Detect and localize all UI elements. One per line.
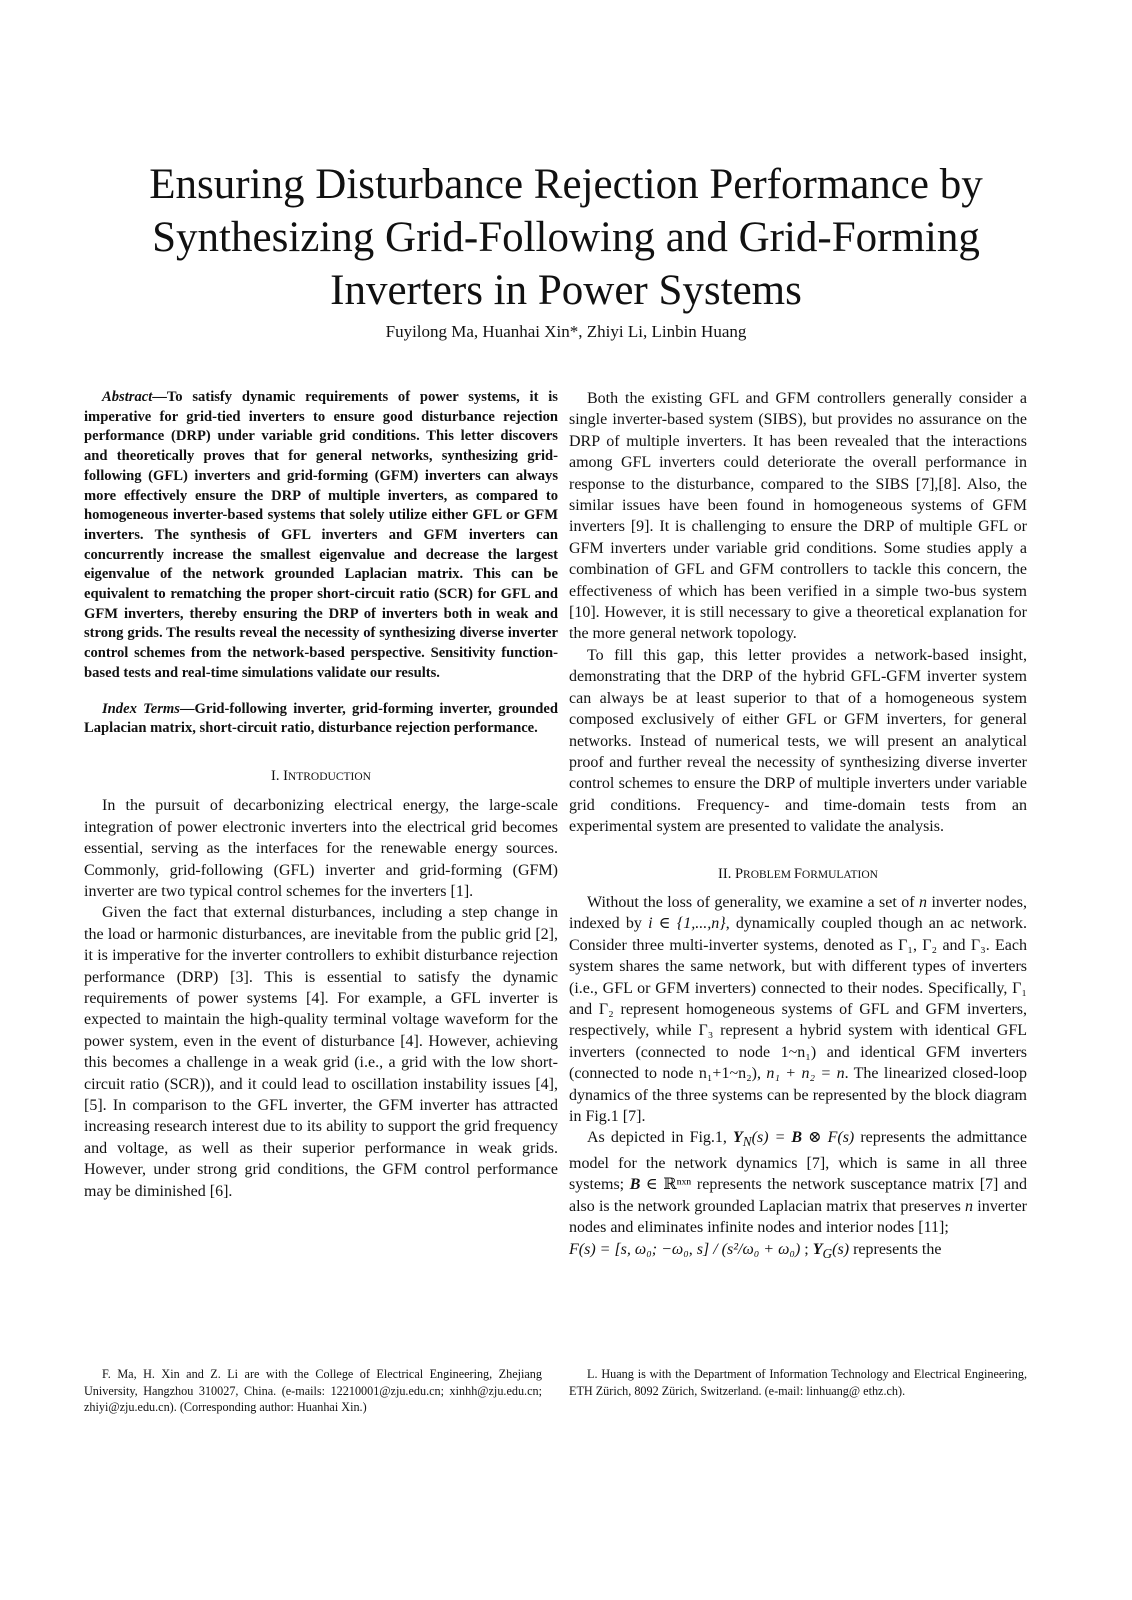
intro-paragraph-2: Given the fact that external disturbances, including a step change in the load or harmonic disturbances, are inevitable from the public grid [2], it is imperative for the inverter controllers to exhibit disturbance rejection performance (DRP) [3]. This is essential to satisfy the dynamic requirements of power systems [4]. For example, a GFL inverter is expected to maintain the high-quality terminal voltage waveform for the power system, even in the event of disturbance [4]. However, achieving this becomes a challenge in a weak grid (i.e., a grid with the low short-circuit ratio (SCR)), and it could lead to oscillation instability issues [4],[5]. In comparison to the GFL inverter, the GFM inverter has attracted increasing research interest due to its ability to support the grid frequency and voltage, as well as their superior performance in weak grids. However, under strong grid conditions, the GFM control performance may be diminished [6]. <box>84 904 558 1200</box>
paper-title: Ensuring Disturbance Rejection Performance by Synthesizing Grid-Following and Grid-Forming Inverters in Power Systems <box>149 161 983 314</box>
index-terms <box>84 700 558 739</box>
index-terms-text: —Grid-following inverter, grid-forming inverter, grounded Laplacian matrix, short-circuit ratio, disturbance rejection performance. <box>84 700 558 737</box>
formulation-paragraph-2: As depicted in Fig.1, $Y_N(s) = B$ ⊗ F(s) represents the admittance model for the network dynamics [7], which is same in all three systems; B ∈ ℝⁿˣⁿ represents the network susceptance matrix [7] and also is the network grounded Laplacian matrix that preserves n inverter nodes and eliminates infinite nodes and interior nodes [11]; <box>569 1129 1028 1237</box>
index-terms-label: Index Terms <box>102 700 180 717</box>
right-paragraph-2: To fill this gap, this letter provides a network-based insight, demonstrating that the DRP of the hybrid GFL-GFM inverter system can always be at least superior to that of a homogeneous system composed exclusively of either GFL or GFM inverters, for general networks. Instead of numerical tests, we will present an analytical proof and further reveal the necessity of synthesizing diverse inverter control schemes to ensure the DRP of multiple inverters under variable grid conditions. Frequency- and time-domain tests from an experimental system are presented to validate the analysis. <box>569 646 1027 836</box>
formulation-paragraph-1: Without the loss of generality, we examine a set of n inverter nodes, indexed by i ∈ {1,...,n}, dynamically coupled though an ac network. Consider three multi-inverter systems, denoted as Γ₁, Γ₂ and Γ₃. Each system shares the same network, but with different types of inverters (i.e., GFL or GFM inverters) connected to their nodes. Specifically, Γ₁ and Γ₂ represent homogeneous systems of GFL and GFM inverters, respectively, while Γ₃ represent a hybrid system with identical GFL inverters (connected to node 1~n₁) and identical GFM inverters (connected to node n₁+1~n₂), n₁ + n₂ = n. The linearized closed-loop dynamics of the three systems can be represented by the block diagram in Fig.1 [7]. <box>569 893 1028 1125</box>
section-heading-introduction: I. INTRODUCTION <box>271 767 371 784</box>
abstract <box>84 388 558 684</box>
left-column <box>84 388 558 1202</box>
formulation-equation-line: F(s) = [s, ω₀; −ω₀, s] / (s²/ω₀ + ω₀) ; $Y_G(s)$ represents the <box>569 1240 942 1261</box>
intro-paragraph-1: In the pursuit of decarbonizing electrical energy, the large-scale integration of power electronic inverters into the electrical grid becomes essential, serving as the interfaces for the renewable energy sources. Commonly, grid-following (GFL) inverter and grid-forming (GFM) inverter are two typical control schemes for the inverters [1]. <box>84 797 558 900</box>
section-heading-problem-formulation: II. PROBLEM FORMULATION <box>718 865 878 882</box>
author-list: Fuyilong Ma, Huanhai Xin*, Zhiyi Li, Linbin Huang <box>385 322 747 341</box>
footnote-affiliations-right: L. Huang is with the Department of Information Technology and Electrical Engineering, ETH Zürich, 8092 Zürich, Switzerland. (e-mail: linhuang@ ethz.ch). <box>569 1367 1027 1398</box>
right-column <box>569 388 1027 1264</box>
footnote-affiliations-left: F. Ma, H. Xin and Z. Li are with the College of Electrical Engineering, Zhejiang University, Hangzhou 310027, China. (e-mails: 12210001@zju.edu.cn; xinhh@zju.edu.cn; zhiyi@zju.edu.cn). (Corresponding author: Huanhai Xin.) <box>84 1367 542 1415</box>
abstract-label: Abstract <box>102 389 153 405</box>
abstract-text: —To satisfy dynamic requirements of power systems, it is imperative for grid-tied inverters to ensure good disturbance rejection performance (DRP) under variable grid conditions. This letter discovers and theoretically proves that for general networks, synthesizing grid-following (GFL) inverters and grid-forming (GFM) inverters can always more effectively ensure the DRP of multiple inverters, as compared to homogeneous inverter-based systems that solely utilize either GFL or GFM inverters. The synthesis of GFL inverters and GFM inverters can concurrently increase the smallest eigenvalue and decrease the largest eigenvalue of the network grounded Laplacian matrix. This can be equivalent to rematching the proper short-circuit ratio (SCR) for GFL and GFM inverters, thereby ensuring the DRP of inverters both in weak and strong grids. The results reveal the necessity of synthesizing diverse inverter control schemes from the network-based perspective. Sensitivity function-based tests and real-time simulations validate our results. <box>84 389 558 681</box>
right-paragraph-1: Both the existing GFL and GFM controllers generally consider a single inverter-based system (SIBS), but provides no assurance on the DRP of multiple inverters. It has been revealed that the interactions among GFL inverters could deteriorate the overall performance in response to the disturbance, compared to the SIBS [7],[8]. Also, the similar issues have been found in homogeneous systems of GFM inverters [9]. It is challenging to ensure the DRP of multiple GFL or GFM inverters under variable grid conditions. Some studies apply a combination of GFL and GFM controllers to tackle this concern, the effectiveness of which has been verified in a simple two-bus system [10]. However, it is still necessary to give a theoretical explanation for the more general network topology. <box>569 390 1027 643</box>
